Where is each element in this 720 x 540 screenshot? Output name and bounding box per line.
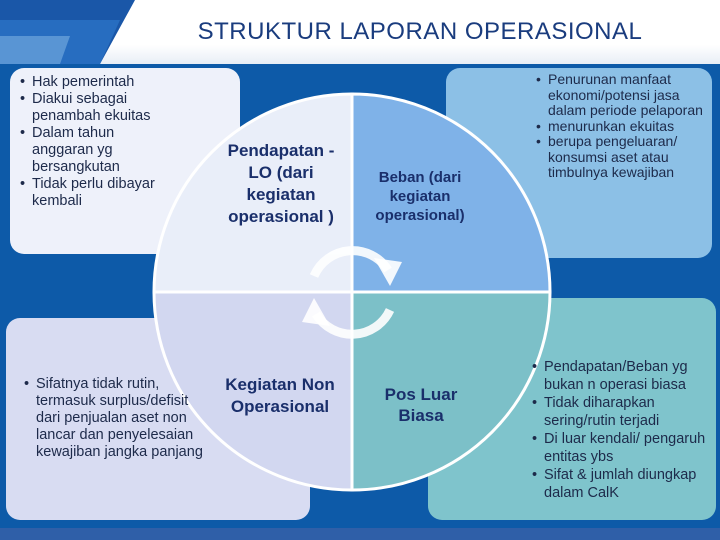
note-item: • menurunkan ekuitas (548, 119, 710, 135)
notes-bottom-left (22, 376, 212, 461)
page-title: STRUKTUR LAPORAN OPERASIONAL (197, 18, 643, 45)
note-item: • Diakui sebagai penambah ekuitas (32, 91, 160, 125)
note-item: • Sifat & jumlah diungkap dalam CalK (544, 466, 712, 502)
notes-bottom-right (530, 358, 712, 502)
note-item: • Pendapatan/Beban yg bukan n operasi biasa (544, 358, 712, 394)
note-item: • Sifatnya tidak rutin, termasuk surplus/defisit dari penjualan aset non lancar dan penyelesaian kewajiban jangka panjang (36, 376, 212, 461)
note-item: • Hak pemerintah (32, 74, 160, 91)
note-item: • Tidak diharapkan sering/rutin terjadi (544, 394, 712, 430)
note-item: • Di luar kendali/ pengaruh entitas ybs (544, 430, 712, 466)
notes-top-left (18, 74, 160, 210)
label-kegiatan-non-operasional: Kegiatan Non Operasional (225, 375, 335, 416)
note-item: • Tidak perlu dibayar kembali (32, 176, 160, 210)
note-item: • berupa pengeluaran/ konsumsi aset atau timbulnya kewajiban (548, 134, 710, 181)
label-pendapatan-lo: Pendapatan -LO (dari kegiatan operasional ) (227, 141, 335, 226)
label-pos-luar-biasa: Pos Luar Biasa (384, 385, 458, 425)
note-item: • Penurunan manfaat ekonomi/potensi jasa dalam periode pelaporan (548, 72, 710, 119)
label-beban: Beban (dari kegiatan operasional) (375, 169, 465, 224)
notes-top-right (534, 72, 710, 181)
slide-header (0, 0, 720, 64)
quadrant-diagram (152, 92, 552, 502)
footer-bar (0, 528, 720, 540)
note-item: • Dalam tahun anggaran yg bersangkutan (32, 125, 160, 176)
